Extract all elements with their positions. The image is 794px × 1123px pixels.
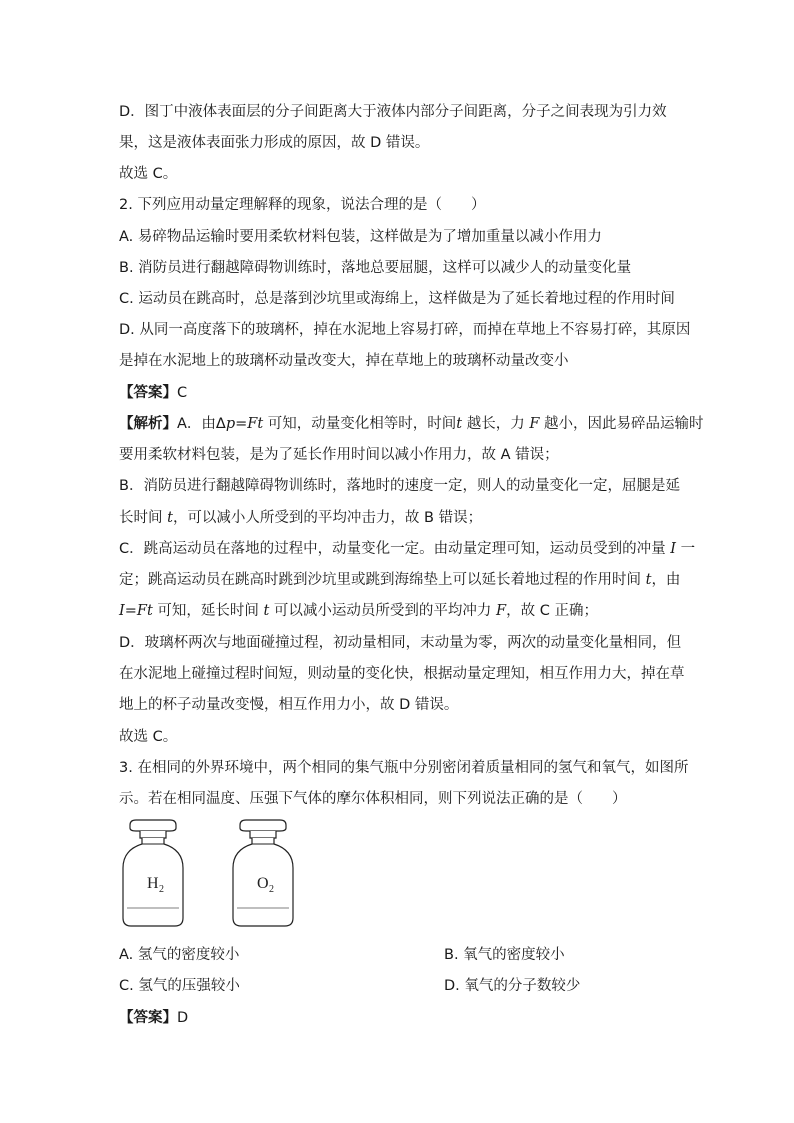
q2-answer [119,383,187,403]
q2-option-d-line2: 是掉在水泥地上的玻璃杯动量改变大，掉在草地上的玻璃杯动量改变小 [119,353,569,369]
q3-option-b: B. 氧气的密度较小 [444,947,565,963]
var-f: F [529,416,540,432]
answer-label: 【答案】 [119,1010,177,1026]
text-span: ，可以减小人所受到的平均冲击力，故 B 错误； [172,510,483,526]
q2-stem: 2. 下列应用动量定理解释的现象，说法合理的是（ ） [119,197,486,213]
var-t: t [645,572,652,588]
text-span: A．由Δ [177,416,226,432]
var-p: p [225,416,236,432]
prev-option-d-line2: 果，这是液体表面张力形成的原因，故 D 错误。 [119,135,430,151]
q2-option-d-line1: D. 从同一高度落下的玻璃杯，掉在水泥地上容易打碎，而掉在草地上不容易打碎，其原因 [119,322,691,338]
text-span: 可以减小运动员所受到的平均冲力 [269,603,497,619]
text-span: 越长，力 [462,416,530,432]
bottle1-subscript: 2 [159,884,164,895]
q3-option-c: C. 氢气的压强较小 [119,978,240,994]
bottle1-label: H [147,875,159,892]
prev-conclusion: 故选 C。 [119,166,178,182]
q2-conclusion: 故选 C。 [119,729,178,745]
q3-option-a: A. 氢气的密度较小 [119,947,240,963]
text-span: = [124,603,137,619]
answer-label: 【答案】 [119,385,177,401]
q3-stem-line2: 示。若在相同温度、压强下气体的摩尔体积相同，则下列说法正确的是（ ） [119,791,627,807]
text-span: ，由 [651,572,681,588]
q2-option-c: C. 运动员在跳高时，总是落到沙坑里或海绵上，这样做是为了延长着地过程的作用时间 [119,291,675,307]
q2-analysis-b-line1: B．消防员进行翻越障碍物训练时，落地时的速度一定，则人的动量变化一定，屈腿是延 [119,478,680,494]
q2-analysis-d-line2: 在水泥地上碰撞过程时间短，则动量的变化快，根据动量定理知，相互作用力大，掉在草 [119,666,685,682]
prev-option-d-line1: D．图丁中液体表面层的分子间距离大于液体内部分子间距离，分子之间表现为引力效 [119,104,667,120]
answer-value: C [177,385,188,401]
q2-analysis-c-line2 [119,570,680,590]
var-ft: Ft [247,416,264,432]
var-f: F [496,603,507,619]
analysis-label: 【解析】 [119,416,177,432]
q2-analysis-d-line3: 地上的杯子动量改变慢，相互作用力小，故 D 错误。 [119,697,459,713]
var-i: I [670,541,676,557]
bottle2-label: O [257,875,269,892]
text-span: 定；跳高运动员在跳高时跳到沙坑里或跳到海绵垫上可以延长着地过程的作用时间 [119,572,646,588]
bottle2-subscript: 2 [269,884,274,895]
q2-analysis-d-line1: D．玻璃杯两次与地面碰撞过程，初动量相同，末动量为零，两次的动量变化量相同，但 [119,635,682,651]
q2-analysis-a-line2: 要用柔软材料包装，是为了延长作用时间以减小作用力，故 A 错误； [119,447,559,463]
var-ft: Ft [136,603,153,619]
q3-option-d: D. 氧气的分子数较少 [444,978,581,994]
q3-stem-line1: 3. 在相同的外界环境中，两个相同的集气瓶中分别密闭着质量相同的氢气和氧气，如图所 [119,760,689,776]
hydrogen-bottle [123,820,183,926]
q2-option-a: A. 易碎物品运输时要用柔软材料包装，这样做是为了增加重量以减小作用力 [119,229,602,245]
var-i: I [119,603,125,619]
q2-analysis-b-line2 [119,508,482,528]
answer-value: D [177,1010,189,1026]
q2-analysis-c-line3 [119,601,598,621]
text-span: C．跳高运动员在落地的过程中，动量变化一定。由动量定理可知，运动员受到的冲量 [119,541,671,557]
var-t: t [263,603,270,619]
text-span: 一 [675,541,696,557]
text-span: ，故 C 正确； [506,603,598,619]
var-t: t [456,416,463,432]
q2-analysis-a-line1 [119,414,704,434]
text-span: 长时间 [119,510,168,526]
q3-answer [119,1008,188,1028]
oxygen-bottle [233,820,293,926]
text-span: = [235,416,248,432]
text-span: 可知，延长时间 [152,603,264,619]
text-span: 越小，因此易碎品运输时 [539,416,704,432]
text-span: 可知，动量变化相等时，时间 [263,416,457,432]
q2-option-b: B. 消防员进行翻越障碍物训练时，落地总要屈腿，这样可以减少人的动量变化量 [119,260,632,276]
gas-bottles-figure [118,818,308,930]
q2-analysis-c-line1 [119,539,695,559]
var-t: t [167,510,173,526]
